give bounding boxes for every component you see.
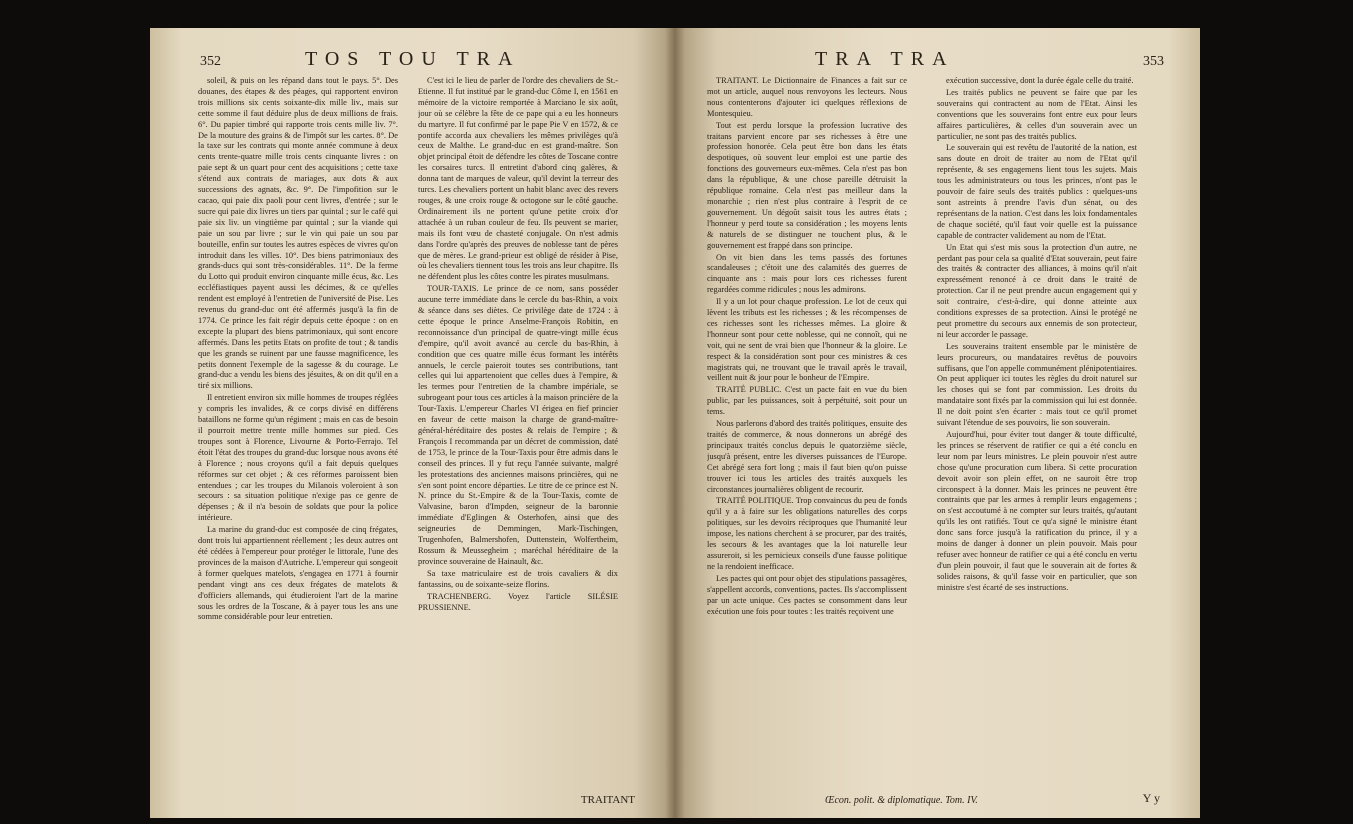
paragraph: Il y a un lot pour chaque profession. Le lot de ceux qui lèvent les tributs est les richesses ; & les récompenses de ces richesses sont les richesses mêmes. La gloire & l'honneur sont pour cette noblesse, qui ne connoît, qui ne voit, qui ne sent de vrai bien que l'honneur & la gloire. Le respect & la considération sont pour ces ministres & ces magistrats qui, ne trouvant que le travail après le travail, veillent nuit & jour pour le bonheur de l'Empire.	[707, 297, 907, 383]
paragraph: Sa taxe matriculaire est de trois cavaliers & dix fantassins, ou de soixante-seize florins.	[418, 568, 618, 589]
left-page	[150, 28, 675, 818]
text-column-1	[198, 76, 398, 801]
book-gutter	[665, 28, 685, 818]
paragraph: C'est ici le lieu de parler de l'ordre des chevaliers de St.-Etienne. Il fut institué par le grand-duc Côme I, en 1561 en mémoire de la victoire remportée à Marciano le six août, jour où se célèbre la fête de ce pape qui a eu les honneurs du martyre. Il fut confirmé par le pape Pie V en 1572, & ce pontife accorda aux chevaliers les mêmes privilèges qu'à ceux de Malthe. Le grand-duc en est grand-maître. Son objet principal étoit de défendre les côtes de Toscane contre les corsaires turcs. Il entretint d'abord cinq galères, & donna tant de marques de valeur, qu'il devint la terreur des turcs. Les chevaliers portent un habit blanc avec des revers rouges, & une croix rouge & octogone sur le côté gauche. Ordinairement ils ne portent qu'une petite croix d'or attachée à un ruban couleur de feu. Ils peuvent se marier, mais ils font vœu de chasteté conjugale. On n'est admis dans l'ordre qu'après des preuves de noblesse tant de pères que de mères. Le grand-prieur est obligé de résider à Pise, où les chevaliers tiennent tous les trois ans leur chapitre. Ils ne défendent plus les côtes contre les pirates musulmans.	[418, 76, 618, 282]
paragraph: Tout est perdu lorsque la profession lucrative des traitans parvient encore par ses richesses à être une profession honorée. Cela peut être bon dans les états despotiques, où souvent leur emploi est une partie des fonctions des gouverneurs eux-mêmes. Cela n'est pas bon dans la république, & une chose pareille détruisit la république romaine. Cela n'est pas meilleur dans la monarchie ; rien n'est plus contraire à l'esprit de ce gouvernement. Un dégoût saisit tous les autres états ; l'honneur y perd toute sa considération ; les moyens lents & naturels de se distinguer ne touchent plus, & le gouvernement est frappé dans son principe.	[707, 120, 907, 250]
paragraph: Les pactes qui ont pour objet des stipulations passagères, s'appellent accords, conventions, pactes. Ils s'accomplissent par un acte unique. Ces pactes se consomment dans leur exécution une fois pour toutes : les traités reçoivent une	[707, 573, 907, 616]
paragraph: On vit bien dans les tems passés des fortunes scandaleuses ; c'étoit une des calamités des guerres de cinquante ans : mais pour lors ces richesses furent regardées comme ridicules ; nous les admirons.	[707, 252, 907, 295]
paragraph: exécution successive, dont la durée égale celle du traité.	[946, 76, 1134, 85]
paragraph: Aujourd'hui, pour éviter tout danger & toute difficulté, les princes se réservent de ratifier ce qui a été conclu en leur nom par leurs ministres. Le plein pouvoir n'est autre chose qu'une procuration cum libera. Si cette procuration devoit avoir son plein effet, on ne sauroit être trop circonspect à la donner. Mais les princes ne peuvent être contraints que par les armes à remplir leurs engagemens ; on s'est accoutumé à ne compter sur leurs traités, qu'autant qu'ils les ont ratifiés. Tout ce qu'a signé le ministre étant donc sans force jusqu'à la ratification du prince, il y a moins de danger à donner un plein pouvoir. Mais pour refuser avec honneur de ratifier ce qui a été conclu en vertu d'un plein pouvoir, il faut que le souverain ait de fortes & solides raisons, & qu'il fasse voir en particulier, que son ministre s'est écarté de ses instructions.	[937, 430, 1137, 592]
paragraph: TOUR-TAXIS. Le prince de ce nom, sans posséder aucune terre immédiate dans le cercle du bas-Rhin, a voix & séance dans ses diètes. Ce privilège date de 1724 : à cette époque le prince Anselme-François Robitin, en reconnoissance d'un principal de quatre-vingt mille écus d'empire, qu'il avoit avancé au cercle du bas-Rhin, à condition que ces quatre mille écus formant les intérêts annuels, le cercle paieroit toutes ses contributions, tant celles qui lui appartenoient que celles dues à l'empire, & les termes pour l'entretien de la chambre impériale, se subrogeant pour tous ces articles à la maison princière de la Tour-Taxis. L'empereur Charles VI érigea en fief princier en faveur de cette maison la charge de grand-maître-général-héréditaire des postes & relais de l'empire ; & François I recommanda par un décret de commission, daté de 1753, le prince de la Tour-Taxis pour être admis dans le conseil des princes. Il y fut reçu l'année suivante, malgré les protestations des anciennes maisons princières, qui ne s'en sont point encore départies. Le titre de ce prince est N. N. prince du St.-Empire & de la Tour-Taxis, comte de Valvasine, baron d'Impden, seigneur de la baronnie immédiate d'Eglingen & Osterhofen, ainsi que des seigneuries de Demmingen, Mark-Tischingen, Trugenhofen, Balmershofen, Duttenstein, Wolfertheim, Rossum & Meussegheim ; maréchal héréditaire de la province souveraine de Hainault, &c.	[418, 284, 618, 566]
paragraph: Nous parlerons d'abord des traités politiques, ensuite des traités de commerce, & nous donnerons un abrégé des principaux traités conclus depuis le quatorzième siècle, jusqu'à présent, entre les diverses puissances de l'Europe. Cet abrégé sera fort long ; mais il faut bien qu'on puisse trouver ici tous les articles des traités auxquels les circonstances journalières obligent de recourir.	[707, 419, 907, 494]
text-column-1	[707, 76, 907, 801]
paragraph: Un Etat qui s'est mis sous la protection d'un autre, ne perdant pas pour cela sa qualité d'Etat souverain, peut faire des traités & contracter des alliances, à moins qu'il n'ait expressément renoncé à ce droit dans le traité de protection. Car il ne peut prendre aucun engagement qui y soit contraire, c'est-à-dire, qui donne atteinte aux conditions expresses de sa protection. Ainsi le protégé ne peut promettre du secours aux ennemis de son protecteur, ni leur accorder le passage.	[937, 242, 1137, 339]
paragraph: TRAITANT. Le Dictionnaire de Finances a fait sur ce mot un article, auquel nous renvoyons les lecteurs. Nous nous contenterons d'ajouter ici quelques réflexions de Montesquieu.	[707, 76, 907, 118]
page-number: 353	[1143, 54, 1164, 69]
open-book	[150, 28, 1200, 818]
catchword: TRAITANT	[580, 794, 635, 806]
paragraph: La marine du grand-duc est composée de cinq frégates, dont trois lui appartiennent réellement ; les deux autres ont été cédées à l'empereur pour protéger le littorale, l'une des provinces de la maison d'Autriche. L'empereur qui songeoit à former quelques matelots, s'engagea en 1771 à fournir pendant vingt ans ces deux frégates de matelots & d'officiers allemands, qui étudieroient l'art de la marine sous les ordres de la Toscane, & à payer tous les ans une somme considérable pour leur entretien.	[198, 525, 398, 622]
paragraph: TRAITÉ POLITIQUE. Trop convaincus du peu de fonds qu'il y a à faire sur les obligations naturelles des corps politiques, sur les devoirs réciproques que l'humanité leur impose, les nations cherchent à se procurer, par des traités, les secours & les avantages que la loi naturelle leur assureroit, si les pernicieux conseils d'une fausse politique ne la rendoient inefficace.	[707, 496, 907, 571]
text-column-2	[937, 76, 1137, 801]
footer-reference: Œcon. polit. & diplomatique. Tom. IV.	[825, 795, 978, 806]
running-head: TRA TRA	[815, 48, 955, 70]
text-column-2	[418, 76, 618, 801]
running-head: TOS TOU TRA	[305, 48, 521, 70]
paragraph: soleil, & puis on les répand dans tout le pays. 5°. Des douanes, des étapes & des péages, qui rapportent environ trois millions six cents soixante-dix mille liv., mais sur cette somme il faut déduire plus de deux millions de frais. 6°. Du papier timbré qui rapporte trois cents mille liv. 7°. De la mouture des grains & de l'impôt sur les cartes. 8°. De la taxe sur les contrats qui monte année commune à deux cents trente-quatre mille trois cents cinquante livres : on paie sept & un quart pour cent des acquisitions ; cette taxe s'étend aux contrats de mariages, aux dots & aux successions des agnats, &c. 9°. De l'impofition sur le cacao, qui paie dix paoli pour cent livres, d'entrée ; sur le sucre qui paie dix livres un tiers par quintal ; sur le café qui paie six liv. un vingtième par quintal ; sur la viande qui paie un sou par livre ; sur le vin qui paie un sou par bouteille, enfin sur toutes les autres espèces de vivres qu'on introduit dans les villes. 10°. Des biens patrimoniaux des grands-ducs qui sont très-considérables. 11°. De la ferme du Lotto qui produit environ cinquante mille écus, &c. Les eccléfiastiques payent aussi les décimes, & ce qu'elles rendent est employé à l'entretien de l'université de Pise. Les revenus du grand-duc ont été affermés jusqu'à la fin de 1774. Ce prince les fait régir depuis cette époque : on en excepte la plupart des biens patrimoniaux, qui sont encore affermés. Dans les petits Etats on profite de tout ; & tandis que les grands se ruinent par une fausse magnificence, les petits donnent l'exemple de la sagesse & du courage. Le grand-duc a vendu les biens des jésuites, & on dit qu'il en a tiré six millions.	[198, 76, 398, 391]
paragraph: Le souverain qui est revêtu de l'autorité de la nation, est sans doute en droit de traiter au nom de l'Etat qu'il représente, & ses engagemens lient tous les sujets. Mais tous les administrateurs ou tous les princes, n'ont pas le pouvoir de faire seuls des traités publics : quelques-uns sont astreints à prendre l'avis d'un sénat, ou des représentans de la nation. C'est dans les loix fondamentales de chaque société, qu'il faut voir quelle est la puissance capable de contracter validement au nom de l'Etat.	[937, 143, 1137, 240]
paragraph: TRAITÉ PUBLIC. C'est un pacte fait en vue du bien public, par les puissances, soit à perpétuité, soit pour un tems.	[707, 385, 907, 417]
paragraph: Les traités publics ne peuvent se faire que par les souverains qui contractent au nom de l'Etat. Ainsi les conventions que les souverains font entre eux pour leurs affaires particulières, & celles d'un souverain avec un particulier, ne sont pas des traités publics.	[937, 87, 1137, 141]
signature-mark: Y y	[1142, 791, 1160, 805]
page-number: 352	[200, 54, 221, 69]
paragraph: Il entretient environ six mille hommes de troupes réglées y compris les invalides, & ce corps divisé en différens bataillons ne forme qu'un régiment ; mais en cas de besoin il pourroit mettre trente mille hommes sur pied. Ces troupes sont à Florence, Livourne & Porto-Ferrajo. Tel étoit l'état des troupes du grand-duc lorsque nous avons été à Florence ; nous croyons qu'il a fait depuis quelques réformes sur cet objet ; & ces réformes paroissent bien entendues ; car les troupes du Milanois voleroient à son secours : sa situation politique n'exige pas ce genre de dépenses ; & il n'a besoin de soldats que pour la police intérieure.	[198, 393, 398, 523]
paragraph: TRACHENBERG. Voyez l'article SILÉSIE PRUSSIENNE.	[418, 591, 618, 612]
right-page	[675, 28, 1200, 818]
paragraph: Les souverains traitent ensemble par le ministère de leurs procureurs, ou mandataires revêtus de pouvoirs suffisans, que l'on appelle communément plénipotentiaires. On peut appliquer ici toutes les règles du droit naturel sur les choses qui se font par commission. Les droits du mandataire sont fixés par la commission qui lui est donnée. Il ne doit point s'en écarter : mais tout ce qu'il promet suivant l'étendue de ses pouvoirs, lie son souverain.	[937, 341, 1137, 428]
